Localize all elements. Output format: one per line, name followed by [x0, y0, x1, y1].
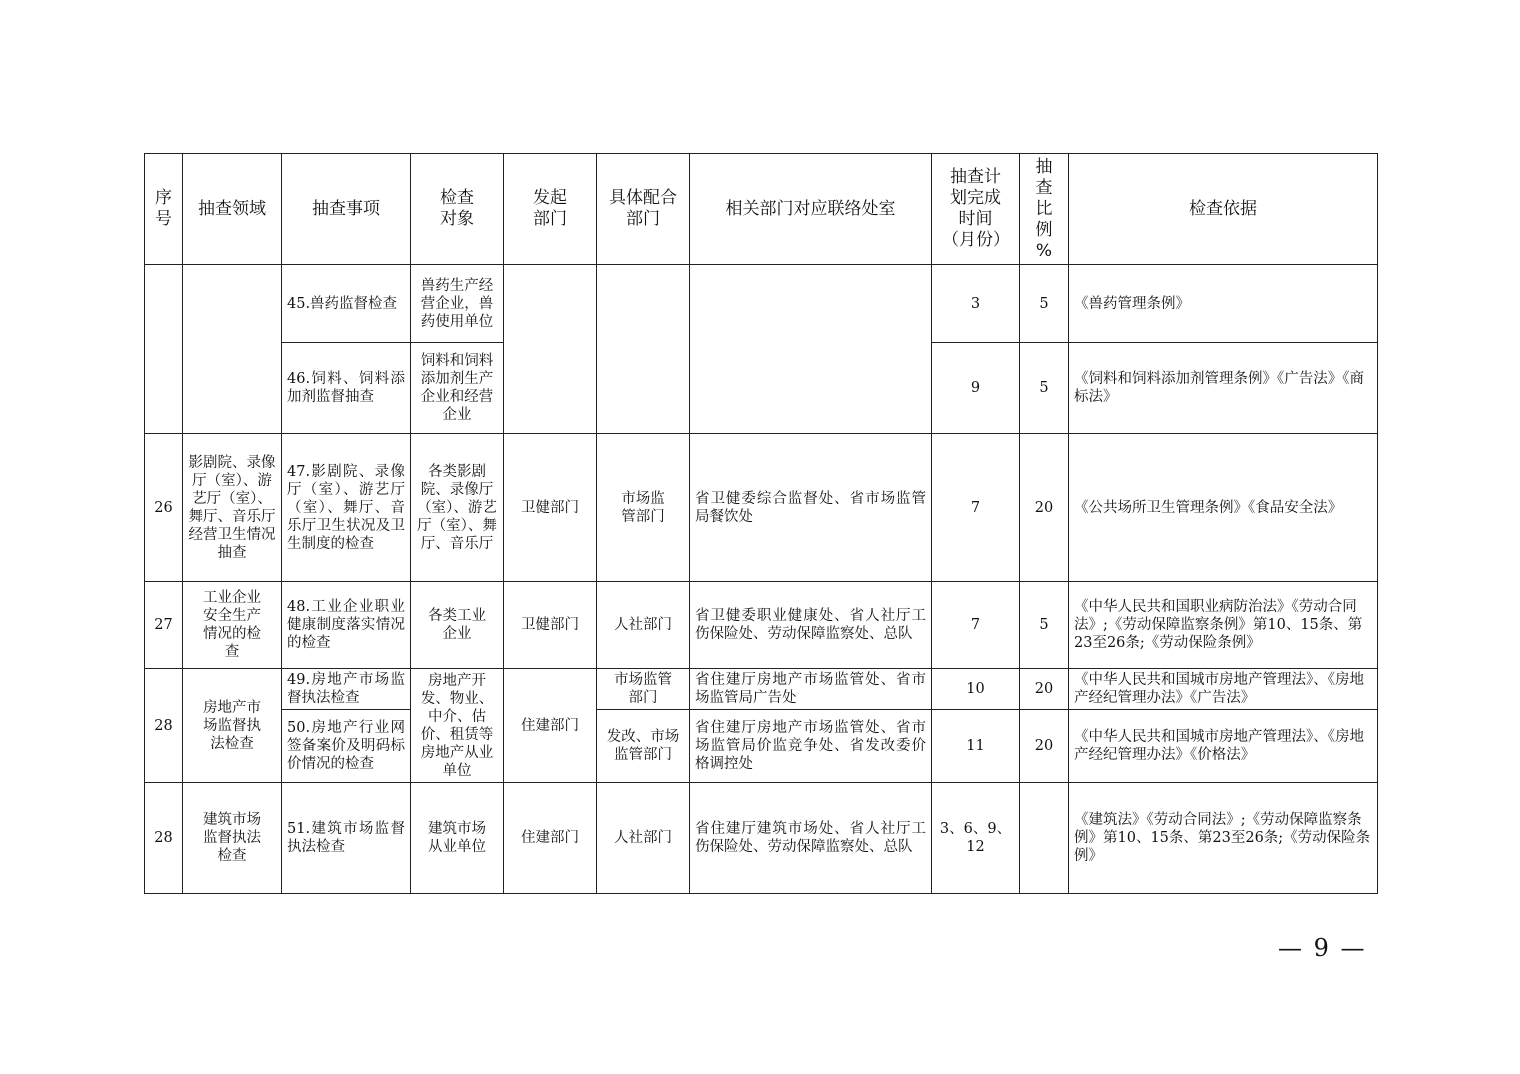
ratio-cell: 5	[1020, 582, 1069, 669]
field-cell: 建筑市场监督执法检查	[183, 783, 282, 894]
initiator-cell: 卫健部门	[504, 582, 597, 669]
table-row-45	[145, 265, 1378, 343]
inspection-table	[144, 153, 1378, 894]
seq-cell: 28	[145, 669, 183, 783]
initiator-cell: 住建部门	[504, 783, 597, 894]
ratio-cell: 20	[1020, 669, 1069, 710]
liaison-cell: 省卫健委职业健康处、省人社厅工伤保险处、劳动保障监察处、总队	[690, 582, 932, 669]
month-cell: 9	[932, 343, 1020, 434]
liaison-cell: 省住建厅房地产市场监管处、省市场监管局广告处	[690, 669, 932, 710]
cooperator-cell-empty	[597, 265, 690, 434]
basis-cell: 《兽药管理条例》	[1069, 265, 1378, 343]
cooperator-cell: 市场监管部门	[597, 434, 690, 582]
item-cell: 50.房地产行业网签备案价及明码标价情况的检查	[282, 710, 411, 783]
header-month: 抽查计划完成时间（月份）	[932, 154, 1020, 265]
table-row-48	[145, 582, 1378, 669]
basis-cell: 《中华人民共和国城市房地产管理法》、《房地产经纪管理办法》《广告法》	[1069, 669, 1378, 710]
basis-cell: 《中华人民共和国城市房地产管理法》、《房地产经纪管理办法》《价格法》	[1069, 710, 1378, 783]
item-cell: 47.影剧院、录像厅（室）、游艺厅（室）、舞厅、音乐厅卫生状况及卫生制度的检查	[282, 434, 411, 582]
ratio-cell: 5	[1020, 343, 1069, 434]
cooperator-cell: 市场监管部门	[597, 669, 690, 710]
item-cell: 46.饲料、饲料添加剂监督抽查	[282, 343, 411, 434]
field-cell: 工业企业安全生产情况的检查	[183, 582, 282, 669]
item-cell: 49.房地产市场监督执法检查	[282, 669, 411, 710]
target-cell: 房地产开发、物业、中介、估价、租赁等房地产从业单位	[411, 669, 504, 783]
month-cell: 7	[932, 434, 1020, 582]
target-cell: 建筑市场从业单位	[411, 783, 504, 894]
header-item: 抽查事项	[282, 154, 411, 265]
seq-cell: 26	[145, 434, 183, 582]
initiator-cell: 卫健部门	[504, 434, 597, 582]
liaison-cell: 省卫健委综合监督处、省市场监管局餐饮处	[690, 434, 932, 582]
header-seq: 序号	[145, 154, 183, 265]
ratio-cell: 5	[1020, 265, 1069, 343]
initiator-cell: 住建部门	[504, 669, 597, 783]
month-cell: 3	[932, 265, 1020, 343]
header-ratio: 抽查比例%	[1020, 154, 1069, 265]
target-cell: 各类工业企业	[411, 582, 504, 669]
ratio-cell: 20	[1020, 710, 1069, 783]
header-cooperator: 具体配合部门	[597, 154, 690, 265]
cooperator-cell: 人社部门	[597, 582, 690, 669]
header-initiator: 发起部门	[504, 154, 597, 265]
header-row	[145, 154, 1378, 265]
page-number: — 9 —	[1278, 934, 1367, 962]
month-cell: 10	[932, 669, 1020, 710]
initiator-cell-empty	[504, 265, 597, 434]
table-row-47	[145, 434, 1378, 582]
header-liaison: 相关部门对应联络处室	[690, 154, 932, 265]
item-cell: 48.工业企业职业健康制度落实情况的检查	[282, 582, 411, 669]
cooperator-cell: 发改、市场监管部门	[597, 710, 690, 783]
field-cell: 影剧院、录像厅（室）、游艺厅（室）、舞厅、音乐厅经营卫生情况抽查	[183, 434, 282, 582]
header-field: 抽查领域	[183, 154, 282, 265]
liaison-cell: 省住建厅建筑市场处、省人社厅工伤保险处、劳动保障监察处、总队	[690, 783, 932, 894]
month-cell: 3、6、9、12	[932, 783, 1020, 894]
table-row-49	[145, 669, 1378, 710]
ratio-cell	[1020, 783, 1069, 894]
basis-cell: 《建筑法》《劳动合同法》;《劳动保障监察条例》第10、15条、第23至26条;《劳动保险条例》	[1069, 783, 1378, 894]
liaison-cell: 省住建厅房地产市场监管处、省市场监管局价监竞争处、省发改委价格调控处	[690, 710, 932, 783]
month-cell: 11	[932, 710, 1020, 783]
field-cell: 房地产市场监督执法检查	[183, 669, 282, 783]
basis-cell: 《中华人民共和国职业病防治法》《劳动合同法》;《劳动保障监察条例》第10、15条、第23至26条;《劳动保险条例》	[1069, 582, 1378, 669]
item-cell: 45.兽药监督检查	[282, 265, 411, 343]
target-cell: 兽药生产经营企业，兽药使用单位	[411, 265, 504, 343]
basis-cell: 《公共场所卫生管理条例》《食品安全法》	[1069, 434, 1378, 582]
seq-cell: 27	[145, 582, 183, 669]
cooperator-cell: 人社部门	[597, 783, 690, 894]
seq-cell: 28	[145, 783, 183, 894]
header-target: 检查对象	[411, 154, 504, 265]
header-basis: 检查依据	[1069, 154, 1378, 265]
basis-cell: 《饲料和饲料添加剂管理条例》《广告法》《商标法》	[1069, 343, 1378, 434]
liaison-cell-empty	[690, 265, 932, 434]
target-cell: 饲料和饲料添加剂生产企业和经营企业	[411, 343, 504, 434]
table-row-51	[145, 783, 1378, 894]
table-row-50	[145, 710, 1378, 783]
month-cell: 7	[932, 582, 1020, 669]
ratio-cell: 20	[1020, 434, 1069, 582]
item-cell: 51.建筑市场监督执法检查	[282, 783, 411, 894]
field-cell-empty	[183, 265, 282, 434]
target-cell: 各类影剧院、录像厅（室）、游艺厅（室）、舞厅、音乐厅	[411, 434, 504, 582]
seq-cell-empty	[145, 265, 183, 434]
